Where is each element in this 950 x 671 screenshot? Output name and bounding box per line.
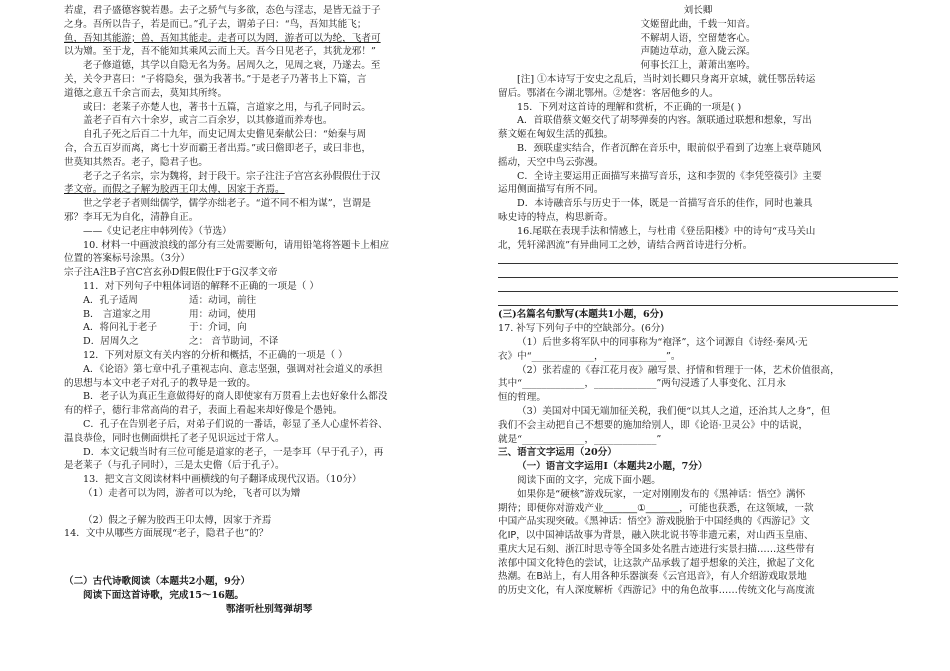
q11-option-explain: 用：动词，使用	[189, 308, 257, 320]
sub1-heading: （一）语言文字运用Ⅰ（本题共2小题，7分）	[517, 461, 708, 473]
q13-line: 13．把文言文阅读材料中画横线的句子翻译成现代汉语。（10分）	[83, 474, 362, 486]
q11-option-explain: 适：动词，前往	[189, 294, 257, 306]
q17-line: （3）美国对中国无端加征关税，我们便“以其人之道，还治其人之身”，但	[517, 405, 831, 417]
section3-heading: (三)名篇名句默写(本题共1小题，6分)	[498, 309, 664, 321]
q17-line: 我们不会主动把自己不想要的施加给别人，即《论语·卫灵公》中的话说，	[498, 419, 809, 431]
q11-option-explain: 于：介词，向	[189, 322, 247, 334]
poem-author: 刘长卿	[683, 5, 713, 16]
q12-line: 的思想与本文中老子对孔子的教导是一致的。	[64, 377, 256, 389]
poem-line: 文姬留此曲，千载一知音。	[640, 18, 756, 30]
q12-line: 是老莱子（与孔子同时），三是太史儋（后于孔子）。	[64, 460, 285, 472]
q13-line: （2）假之子解为胶西王卬太傅，因家于齐焉	[83, 514, 272, 526]
q11-option-b	[64, 308, 474, 322]
passage-line: 或曰：老莱子亦楚人也，著书十五篇，言道家之用，与孔子同时云。	[83, 101, 371, 113]
q15-line: A．首联借蔡文姬交代了胡琴弹奏的内容。颔联通过联想和想象，写出	[517, 115, 812, 127]
q12-line: B．老子认为真正生意做得好的商人即使家有万贯看上去也好象什么都没	[83, 391, 388, 403]
q11-stem: 11．对下列句子中粗体词语的解释不正确的一项是（ ）	[83, 280, 319, 292]
poem-note: 留后。鄂渚在今湖北鄂州。②楚客：客居他乡的人。	[498, 87, 719, 99]
q15-line: 15．下列对这首诗的理解和赏析，不正确的一项是( )	[517, 101, 742, 113]
q17-line: 其中“_____________，_____________”两句浸透了人事变化、江月永	[498, 378, 787, 390]
q15-line: C．全诗主要运用正面描写来描写音乐，这和李贺的《李凭箜篌引》主要	[517, 170, 822, 182]
language-passage-line: 的历史文化，有人深度解析《西游记》中的角色故事……传统文化与高度流	[498, 585, 815, 597]
passage-line: 关，关令尹喜曰：“子将隐矣，强为我著书。”于是老子乃著书上下篇，言	[64, 73, 367, 85]
passage-line: 世之学老子者则绌儒学，儒学亦绌老子。“道不同不相为谋”，岂谓是	[83, 198, 372, 210]
q12-line: D．本文记载当时有三位可能是道家的老子，一是李耳（早于孔子），再	[83, 446, 384, 458]
q12-line: 温良恭俭，同时也侧面烘托了老子见识远过于常人。	[64, 432, 285, 444]
q17-line: 衣》中“_____________，_____________”。	[498, 350, 681, 362]
q17-line: 恒的哲理。	[498, 392, 546, 404]
q11-option-explain: 之： 音节助词，不译	[189, 336, 279, 348]
answer-line	[498, 266, 898, 278]
passage-line: 世莫知其然否。老子，隐君子也。	[64, 156, 208, 168]
q14-line: 14．文中从哪些方面展现“老子，隐君子也”的？	[64, 528, 269, 540]
q11-option-text: D．居周久之	[83, 336, 139, 348]
passage-line: 以为矰。至于龙，吾不能知其乘风云而上天。吾今日见老子，其犹龙邪！”	[64, 46, 376, 58]
part3-heading: 三、语言文字运用（20分）	[498, 447, 617, 459]
language-passage-line: 热潮。在B站上，有人用各种乐器演奏《云宫迅音》，有人介绍游戏取景地	[498, 571, 807, 583]
poem-line: 声随边草动，意入陇云深。	[640, 46, 756, 58]
q16-line: 北，凭轩涕泗流”有异曲同工之妙，请结合两首诗进行分析。	[498, 239, 753, 251]
passage-line: 盖老子百有六十余岁，或言二百余岁，以其修道而养寿也。	[83, 115, 333, 127]
passage-line: 道德之意五千余言而去，莫知其所终。	[64, 87, 228, 99]
q11-option-text: A．将问礼于老子	[83, 322, 158, 334]
q11-option-c	[64, 321, 474, 335]
q11-option-text: A．孔子适周	[83, 294, 138, 306]
passage-line: 之身。吾所以告子，若是而已。”孔子去，谓弟子曰：“鸟，吾知其能飞；	[64, 18, 367, 30]
left-column	[64, 4, 474, 617]
passage-line: 邪？李耳无为自化，清静自正。	[64, 211, 199, 223]
q11-option-d	[64, 335, 474, 349]
q15-line: 咏史诗的特点，构思新奇。	[498, 211, 614, 223]
q12-line: 12．下列对原文有关内容的分析和概括，不正确的一项是（ ）	[83, 349, 348, 361]
answer-line	[498, 294, 898, 306]
passage-line-underlined: 孝文帝。而假之子解为胶西王卬太傅，因家于齐焉。	[64, 184, 285, 196]
passage-line: 老子修道德，其学以自隐无名为务。居周久之，见周之衰，乃遂去。至	[83, 60, 381, 72]
language-passage-line: 化IP，以中国神话故事为背景，融入陕北说书等非遗元素，对山西玉皇庙、	[498, 530, 814, 542]
q15-line: D．本诗融音乐与历史于一体，既是一首描写音乐的佳作，同时也兼具	[517, 198, 813, 210]
source-citation: ——《史记老庄申韩列传》（节选）	[83, 225, 232, 237]
poem-line: 不解胡人语，空留楚客心。	[640, 32, 756, 44]
q15-line: 运用侧面描写有所不同。	[498, 184, 604, 196]
language-passage-line: 期待；即便你对游戏产业_______①_______，可能也获悉，在这领域，一款	[498, 502, 814, 514]
poem-line: 何事长江上，萧萧出塞吟。	[640, 60, 756, 72]
poetry-intro: 阅读下面这首诗歌，完成15～16题。	[83, 590, 245, 602]
q11-option-text: B． 言道家之用	[83, 308, 151, 320]
q17-line: 就是“_____________，_____________”	[498, 433, 662, 445]
language-passage-line: 重庆大足石刻、浙江时思寺等全国多处名胜古迹进行实景扫描……这些带有	[498, 543, 815, 555]
q12-line: A．《论语》第七章中孔子重视志向、意志坚强，强调对社会道义的承担	[83, 363, 383, 375]
poem-note: [注] ①本诗写于安史之乱后，当时刘长卿只身离开京城，就任鄂岳转运	[517, 73, 816, 85]
answer-line	[498, 280, 898, 292]
answer-line	[498, 252, 898, 264]
q13-line: （1）走者可以为罔，游者可以为纶，飞者可以为矰	[83, 487, 301, 499]
passage-line-wavy: 老子之子名宗，宗为魏将，封于段干。宗子注注子宫宫玄孙假假仕于汉	[83, 170, 381, 182]
q17-line: （2）张若虚的《春江花月夜》融写景、抒情和哲理于一体，艺术价值很高，	[517, 364, 840, 376]
right-column	[498, 4, 898, 598]
sub1-intro: 阅读下面的文字，完成下面小题。	[517, 474, 661, 486]
q10-answer-line: 宗子注A注B子宫C宫玄孙D假E假仕F于G汉孝文帝	[64, 267, 278, 279]
language-passage-line: 浓郁中国文化特色的尝试，让这款产品承载了超乎想象的关注，掀起了文化	[498, 557, 815, 569]
q17-line: 17. 补写下列句子中的空缺部分。(6分)	[498, 323, 665, 335]
poem-title: 鄂渚听杜别驾弹胡琴	[225, 603, 313, 615]
language-passage-line: 如果你是“硬核”游戏玩家，一定对刚刚发布的《黑神话：悟空》满怀	[517, 488, 806, 500]
passage-line: 合，合五百岁而离，离七十岁而霸王者出焉。”或曰儋即老子，或曰非也，	[64, 142, 372, 154]
q16-line: 16.尾联在表现手法和情感上，与杜甫《登岳阳楼》中的诗句“戎马关山	[517, 225, 816, 237]
q12-line: C．孔子在告别老子后，对弟子们说的一番话，彰显了圣人心虚怀若谷、	[83, 418, 388, 430]
language-passage-line: 中国产品实现突破。《黑神话：悟空》游戏脱胎于中国经典的《西游记》文	[498, 516, 810, 528]
q10-line: 10. 材料一中画波浪线的部分有三处需要断句，请用铅笔将答题卡上相应	[83, 239, 390, 251]
passage-line: 若虚，君子盛德容貌若愚。去子之骄气与多欲，态色与淫志，是皆无益于子	[64, 5, 381, 16]
q17-line: （1）后世多将军队中的同事称为“袍泽”，这个词源自《诗经·秦风·无	[517, 336, 808, 348]
q11-option-a	[64, 294, 474, 308]
passage-line: 自孔子死之后百二十九年，而史记周太史儋见秦献公曰：“始秦与周	[83, 129, 367, 141]
q15-line: 摇动，天空中鸟云弥漫。	[498, 156, 604, 168]
q15-line: B．颈联虚实结合，作者沉醉在音乐中，眼前似乎看到了边塞上衰草随风	[517, 142, 822, 154]
passage-line-underlined: 鱼，吾知其能游；兽，吾知其能走。走者可以为罔，游者可以为纶，飞者可	[64, 32, 381, 44]
poetry-section-heading: （二）古代诗歌阅读（本题共2小题，9分）	[64, 576, 251, 588]
q15-line: 蔡文姬在匈奴生活的孤独。	[498, 129, 614, 141]
q12-line: 有的样子，德行非常高尚的君子，表面上看起来却好像是个愚钝。	[64, 405, 343, 417]
q10-line: 位置的答案标号涂黑。（3分）	[64, 253, 191, 265]
